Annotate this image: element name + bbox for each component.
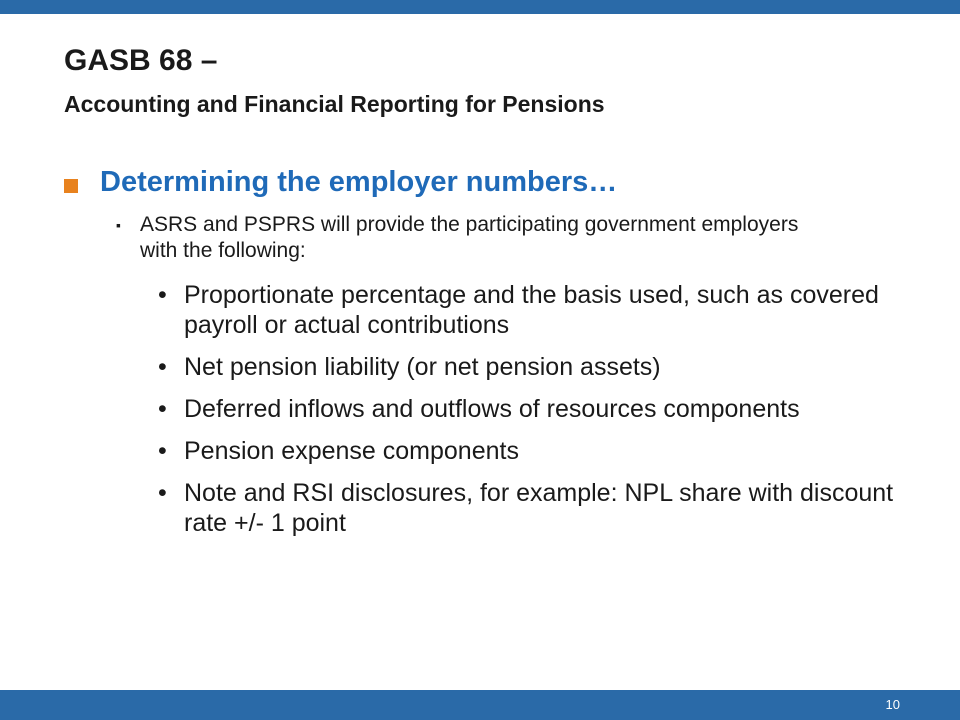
slide-subtitle: Accounting and Financial Reporting for Pensions	[64, 91, 605, 117]
bullet-dot-icon: •	[158, 437, 167, 465]
intro-bullet	[116, 212, 816, 264]
list-item	[158, 394, 918, 424]
bullet-dot-icon: •	[158, 281, 167, 309]
page-number: 10	[885, 697, 900, 712]
section-heading	[64, 162, 617, 202]
bottom-bar	[0, 690, 960, 720]
bullet-dot-icon: •	[158, 353, 167, 381]
list-item-text: Note and RSI disclosures, for example: NPL share with discount rate +/- 1 point	[184, 479, 894, 537]
list-item	[158, 352, 918, 382]
top-bar	[0, 0, 960, 14]
list-item-text: Proportionate percentage and the basis used, such as covered payroll or actual contributions	[184, 281, 879, 339]
bullet-list	[158, 280, 918, 550]
intro-text: ASRS and PSPRS will provide the participating government employers with the following:	[140, 213, 799, 262]
list-item-text: Net pension liability (or net pension assets)	[184, 353, 661, 381]
slide-title: GASB 68 –	[64, 44, 218, 77]
list-item-text: Pension expense components	[184, 437, 519, 465]
list-item	[158, 280, 918, 340]
bullet-dot-icon: •	[158, 395, 167, 423]
list-item	[158, 478, 918, 538]
list-item-text: Deferred inflows and outflows of resources components	[184, 395, 800, 423]
square-bullet-icon	[64, 179, 78, 193]
square-marker-icon: ▪	[116, 217, 121, 233]
section-heading-text: Determining the employer numbers…	[100, 165, 618, 198]
list-item	[158, 436, 918, 466]
bullet-dot-icon: •	[158, 479, 167, 507]
